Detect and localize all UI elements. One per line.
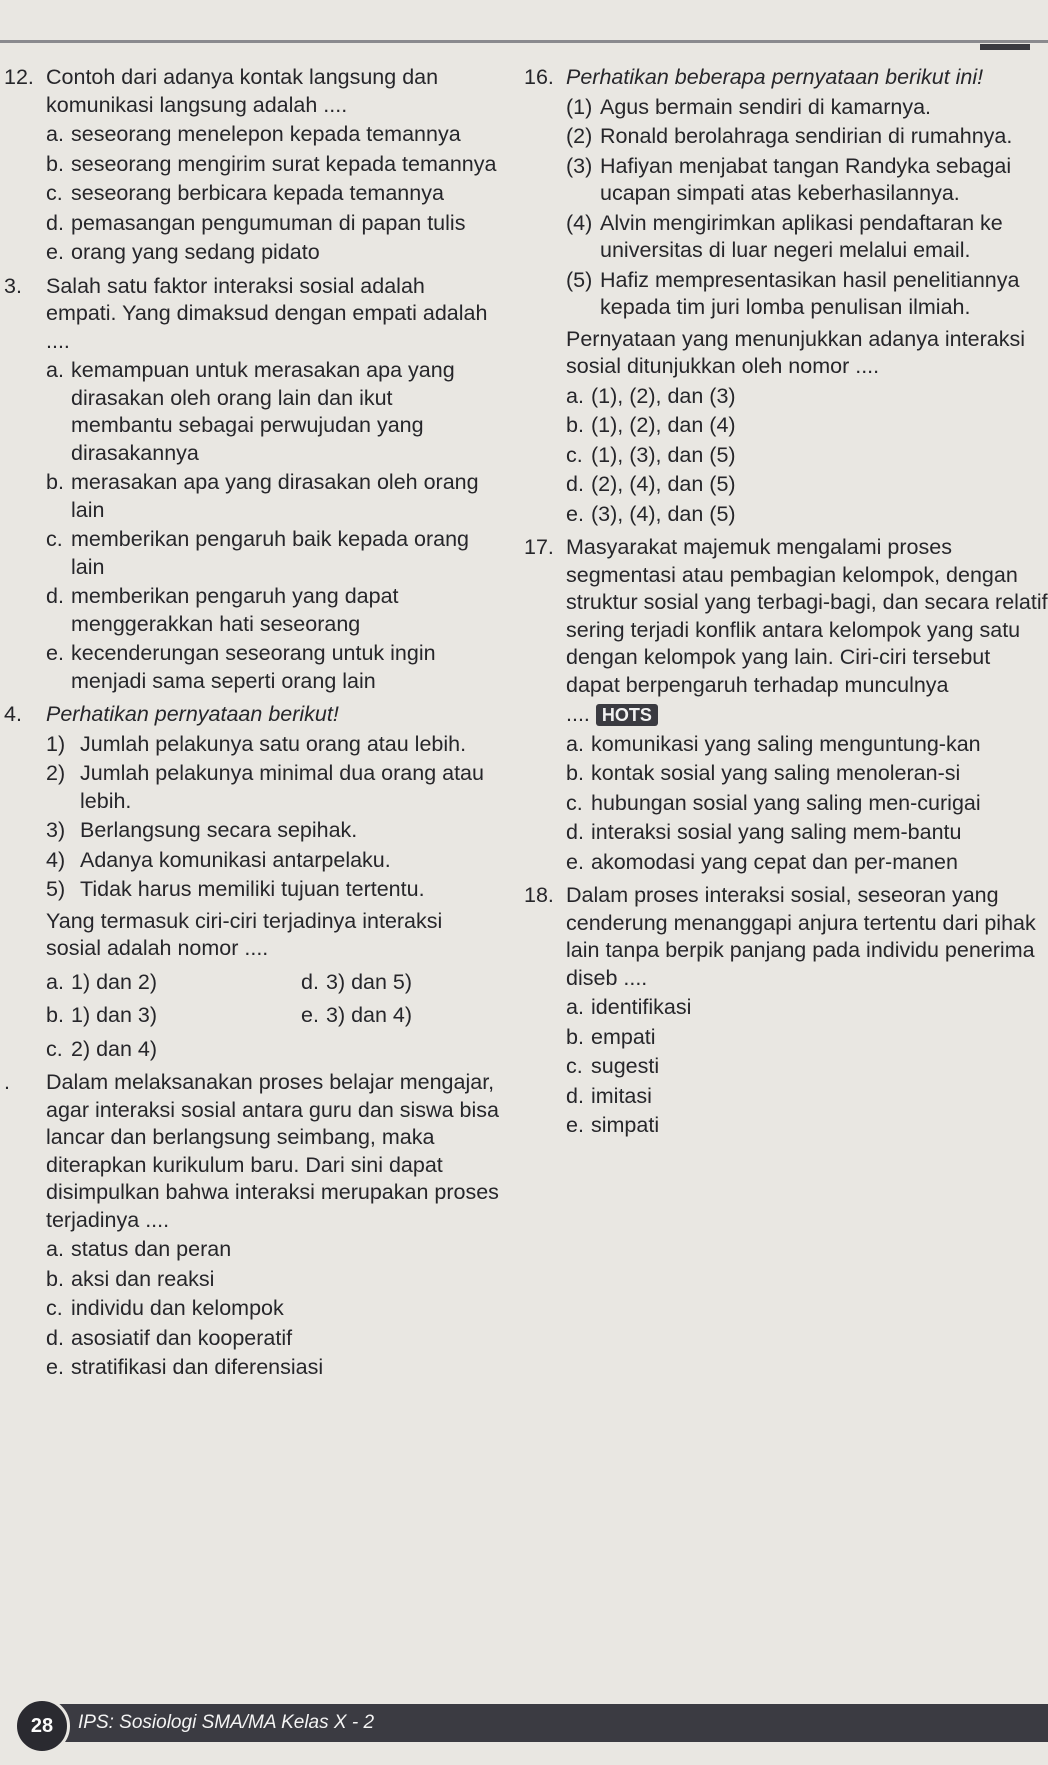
question-number: 16. [524, 65, 554, 89]
question-number: 3. [4, 273, 22, 298]
question-18 [520, 882, 1048, 1140]
option-d: d. interaksi sosial yang saling mem-bantu [566, 820, 962, 844]
option-c: c. sugesti [566, 1054, 660, 1078]
top-rule [0, 40, 1048, 43]
statement-5: 5) Tidak harus memiliki tujuan tertentu. [46, 877, 425, 901]
question-number: 18. [524, 883, 554, 907]
options-grid [46, 967, 501, 1064]
option-a: a. seseorang menelepon kepada temannya [46, 122, 461, 146]
question-text: Perhatikan pernyataan berikut! [46, 702, 339, 726]
option-b: b. kontak sosial yang saling menoleran-si [566, 761, 961, 785]
question-16 [520, 64, 1048, 528]
option-e: e. kecenderungan seseorang untuk ingin menjadi sama seperti orang lain [46, 641, 436, 693]
question-text: Perhatikan beberapa pernyataan berikut ini! [566, 65, 984, 89]
left-column [0, 64, 500, 1388]
question-dots: .... [566, 702, 590, 726]
question-4 [0, 701, 500, 1063]
question-text: Contoh dari adanya kontak langsung dan komunikasi langsung adalah .... [46, 65, 439, 117]
option-c: c. memberikan pengaruh baik kepada orang lain [46, 527, 470, 579]
option-d: d. imitasi [566, 1083, 652, 1108]
statement-2: (2) Ronald berolahraga sendirian di rumahnya. [566, 124, 1013, 148]
option-d: d. (2), (4), dan (5) [566, 472, 736, 496]
option-e: e. simpati [566, 1113, 660, 1137]
statement-4: (4) Alvin mengirimkan aplikasi pendaftaran ke universitas di luar negeri melalui email. [566, 210, 1003, 262]
option-b: b. 1) dan 3) [46, 1003, 158, 1027]
option-a: a. identifikasi [566, 995, 692, 1019]
page-footer [0, 1692, 1048, 1752]
question-number: 4. [4, 702, 22, 726]
question-number: 17. [524, 535, 554, 559]
option-d: d. 3) dan 5) [301, 969, 413, 994]
statement-2: 2) Jumlah pelakunya minimal dua orang atau lebih. [46, 761, 484, 813]
option-b: b. empati [566, 1024, 656, 1049]
question-12 [0, 64, 500, 267]
option-e: e. (3), (4), dan (5) [566, 501, 736, 526]
option-b: b. merasakan apa yang dirasakan oleh orang lain [46, 470, 479, 522]
question-text: Masyarakat majemuk mengalami proses segmentasi atau pembagian kelompok, dengan struktur sosial yang terbagi-bagi, dan secara relatif sering terjadi konflik antara kelompok yang satu dengan kelompok yang lain. Ciri-ciri tersebut dapat berpengaruh terhadap munculnya [566, 535, 1048, 697]
option-c: c. (1), (3), dan (5) [566, 442, 736, 467]
option-b: b. aksi dan reaksi [46, 1266, 215, 1291]
statement-1: 1) Jumlah pelakunya satu orang atau lebih. [46, 731, 467, 756]
option-d: d. pemasangan pengumuman di papan tulis [46, 210, 466, 235]
option-e: e. akomodasi yang cepat dan per-manen [566, 849, 958, 874]
statement-3: 3) Berlangsung secara sepihak. [46, 818, 358, 842]
page-number: 28 [14, 1698, 70, 1754]
right-column [520, 64, 1048, 1146]
statement-5: (5) Hafiz mempresentasikan hasil penelitiannya kepada tim juri lomba penulisan ilmiah. [566, 267, 1020, 319]
option-a: a. 1) dan 2) [46, 969, 158, 994]
option-e: e. orang yang sedang pidato [46, 240, 320, 264]
question-3 [0, 273, 500, 696]
option-a: a. kemampuan untuk merasakan apa yang dirasakan oleh orang lain dan ikut membantu sebagai perwujudan yang dirasakannya [46, 358, 455, 465]
option-a: a. komunikasi yang saling menguntung-kan [566, 731, 981, 756]
option-c: c. seseorang berbicara kepada temannya [46, 181, 444, 205]
top-right-bar [980, 44, 1030, 50]
question-5 [0, 1069, 500, 1382]
question-17 [520, 534, 1048, 876]
option-a: a. (1), (2), dan (3) [566, 383, 736, 408]
question-text: Dalam proses interaksi sosial, seseoran yang cenderung menanggapi anjura tertentu dari pihak lain tanpa berpik panjang pada individu penerima diseb .... [566, 883, 1036, 990]
option-d: d. asosiatif dan kooperatif [46, 1325, 293, 1350]
option-d: d. memberikan pengaruh yang dapat menggerakkan hati seseorang [46, 584, 399, 636]
question-text: Salah satu faktor interaksi sosial adalah empati. Yang dimaksud dengan empati adalah .... [46, 273, 488, 353]
option-e: e. stratifikasi dan diferensiasi [46, 1355, 324, 1379]
option-c: c. 2) dan 4) [46, 1036, 158, 1061]
option-b: b. seseorang mengirim surat kepada temannya [46, 151, 497, 176]
statement-1: (1) Agus bermain sendiri di kamarnya. [566, 94, 932, 119]
option-a: a. status dan peran [46, 1237, 232, 1261]
question-prompt: Yang termasuk ciri-ciri terjadinya interaksi sosial adalah nomor .... [46, 908, 443, 960]
book-title: IPS: Sosiologi SMA/MA Kelas X - 2 [78, 1712, 375, 1733]
question-text: Dalam melaksanakan proses belajar mengajar, agar interaksi sosial antara guru dan siswa bisa lancar dan berlangsung seimbang, maka diterapkan kurikulum baru. Dari sini dapat disimpulkan bahwa interaksi merupakan proses terjadinya .... [46, 1070, 499, 1232]
question-number: . [4, 1070, 10, 1094]
hots-badge: HOTS [596, 704, 658, 726]
statement-4: 4) Adanya komunikasi antarpelaku. [46, 847, 391, 872]
statement-3: (3) Hafiyan menjabat tangan Randyka sebagai ucapan simpati atas keberhasilannya. [566, 153, 1012, 205]
question-number: 12. [4, 65, 34, 89]
question-prompt: Pernyataan yang menunjukkan adanya interaksi sosial ditunjukkan oleh nomor .... [566, 326, 1025, 378]
option-b: b. (1), (2), dan (4) [566, 413, 736, 437]
option-e: e. 3) dan 4) [301, 1003, 413, 1027]
option-c: c. hubungan sosial yang saling men-curigai [566, 790, 981, 815]
option-c: c. individu dan kelompok [46, 1296, 284, 1320]
